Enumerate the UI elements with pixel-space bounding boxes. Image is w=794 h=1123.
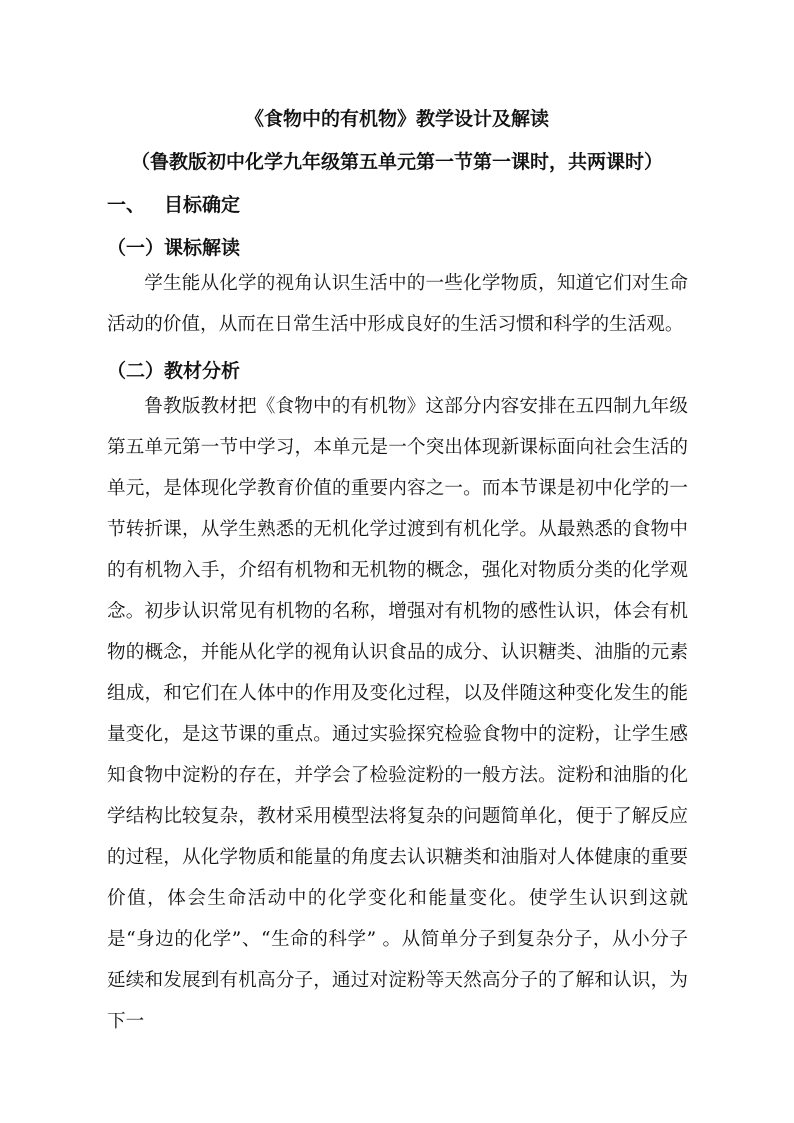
paragraph-standards: 学生能从化学的视角认识生活中的一些化学物质，知道它们对生命活动的价值，从而在日常生活中形成良好的生活习惯和科学的生活观。 bbox=[107, 273, 688, 335]
subsection-title-textbook: （二）教材分析 bbox=[107, 360, 241, 382]
document-subtitle: （鲁教版初中化学九年级第五单元第一节第一课时，共两课时） bbox=[130, 151, 663, 173]
subsection-title-standards: （一）课标解读 bbox=[107, 237, 241, 259]
section-number: 一、 bbox=[107, 194, 146, 216]
paragraph-textbook: 鲁教版教材把《食物中的有机物》这部分内容安排在五四制九年级第五单元第一节中学习，本单元是一个突出体现新课标面向社会生活的单元，是体现化学教育价值的重要内容之一。而本节课是初中化学的一节转折课，从学生熟悉的无机化学过渡到有机化学。从最熟悉的食物中的有机物入手，介绍有机物和无机物的概念，强化对物质分类的化学观念。初步认识常见有机物的名称，增强对有机物的感性认识，体会有机物的概念，并能从化学的视角认识食品的成分、认识糖类、油脂的元素组成，和它们在人体中的作用及变化过程，以及伴随这种变化发生的能量变化，是这节课的重点。通过实验探究检验食物中的淀粉，让学生感知食物中淀粉的存在，并学会了检验淀粉的一般方法。淀粉和油脂的化学结构比较复杂，教材采用模型法将复杂的问题简单化，便于了解反应的过程，从化学物质和能量的角度去认识糖类和油脂对人体健康的重要价值，体会生命活动中的化学变化和能量变化。使学生认识到这就是“身边的化学”、“生命的科学” 。从简单分子到复杂分子，从小分子延续和发展到有机高分子，通过对淀粉等天然高分子的了解和认识，为下一 bbox=[107, 396, 688, 1032]
section-title: 目标确定 bbox=[164, 194, 241, 216]
document-title: 《食物中的有机物》教学设计及解读 bbox=[244, 108, 549, 130]
